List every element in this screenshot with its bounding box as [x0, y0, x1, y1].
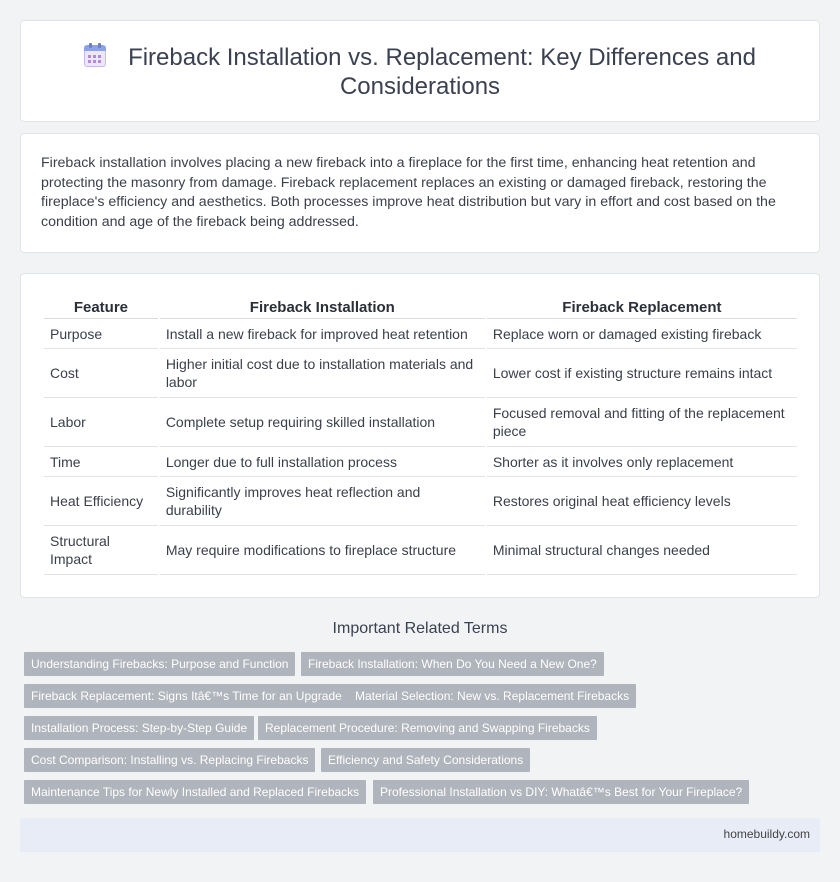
related-term-tag[interactable]: Professional Installation vs DIY: Whatâ€™s Best for Your Fireplace? [373, 780, 749, 804]
page-title-text: Fireback Installation vs. Replacement: Key Differences and Considerations [128, 44, 756, 100]
related-term-tag[interactable]: Cost Comparison: Installing vs. Replacing Firebacks [24, 748, 315, 772]
table-cell: Time [44, 447, 158, 477]
table-cell: Lower cost if existing structure remains intact [487, 349, 797, 398]
table-cell: Focused removal and fitting of the replacement piece [487, 398, 797, 447]
table-cell: Install a new fireback for improved heat retention [160, 319, 485, 349]
table-cell: Heat Efficiency [44, 477, 158, 526]
table-cell: Longer due to full installation process [160, 447, 485, 477]
table-cell: Significantly improves heat reflection and durability [160, 477, 485, 526]
table-cell: Restores original heat efficiency levels [487, 477, 797, 526]
table-cell: Structural Impact [44, 526, 158, 575]
table-cell: May require modifications to fireplace structure [160, 526, 485, 575]
table-row [44, 319, 797, 349]
related-term-tag[interactable]: Efficiency and Safety Considerations [321, 748, 530, 772]
column-header-replacement: Fireback Replacement [487, 293, 797, 319]
table-row [44, 447, 797, 477]
related-term-tag[interactable]: Installation Process: Step-by-Step Guide [24, 716, 254, 740]
table-cell: Replace worn or damaged existing fireback [487, 319, 797, 349]
related-terms-title: Important Related Terms [332, 620, 508, 637]
table-cell: Purpose [44, 319, 158, 349]
table-cell: Labor [44, 398, 158, 447]
table-cell: Minimal structural changes needed [487, 526, 797, 575]
footer [20, 818, 820, 852]
related-term-tag[interactable]: Fireback Installation: When Do You Need a New One? [301, 652, 604, 676]
related-term-tag[interactable]: Maintenance Tips for Newly Installed and Replaced Firebacks [24, 780, 366, 804]
table-row [44, 526, 797, 575]
page-title [60, 43, 780, 101]
header-card [20, 20, 820, 122]
related-term-tag[interactable]: Fireback Replacement: Signs Itâ€™s Time for an Upgrade [24, 684, 349, 708]
intro-paragraph: Fireback installation involves placing a new fireback into a fireplace for the first time, enhancing heat retention and protecting the masonry from damage. Fireback replacement replaces an existing or damaged fireback, restoring the fireplace's efficiency and aesthetics. Both processes improve heat distribution but vary in effort and cost based on the condition and age of the fireback being addressed. [41, 155, 776, 230]
table-header-row [44, 293, 797, 319]
comparison-table [42, 293, 799, 575]
table-cell: Shorter as it involves only replacement [487, 447, 797, 477]
table-row [44, 349, 797, 398]
related-term-tag[interactable]: Replacement Procedure: Removing and Swapping Firebacks [258, 716, 597, 740]
column-header-feature: Feature [44, 293, 158, 319]
intro-card [20, 133, 820, 253]
calendar-icon [84, 45, 106, 67]
table-cell: Higher initial cost due to installation materials and labor [160, 349, 485, 398]
table-cell: Complete setup requiring skilled installation [160, 398, 485, 447]
table-row [44, 477, 797, 526]
footer-site-link[interactable]: homebuildy.com [723, 827, 810, 841]
related-term-tag[interactable]: Material Selection: New vs. Replacement Firebacks [348, 684, 636, 708]
column-header-installation: Fireback Installation [160, 293, 485, 319]
related-term-tag[interactable]: Understanding Firebacks: Purpose and Function [24, 652, 295, 676]
table-cell: Cost [44, 349, 158, 398]
comparison-card [20, 273, 820, 598]
table-row [44, 398, 797, 447]
